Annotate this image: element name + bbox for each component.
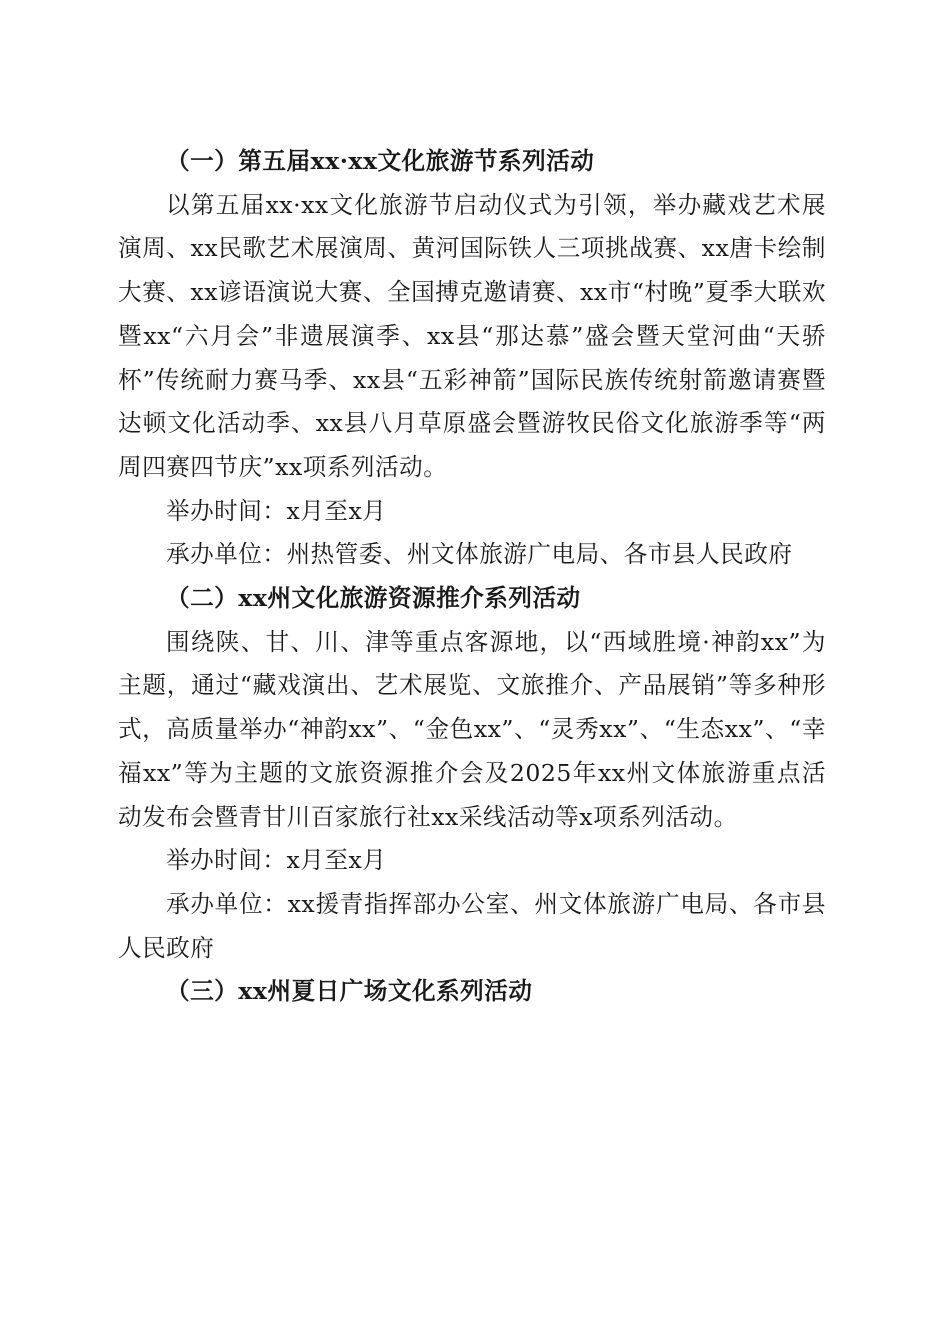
section-body-1: 以第五届xx·xx文化旅游节启动仪式为引领，举办藏戏艺术展演周、xx民歌艺术展演周、黄河国际铁人三项挑战赛、xx唐卡绘制大赛、xx谚语演说大赛、全国搏克邀请赛、xx市“村晚”夏季大联欢暨xx“六月会”非遗展演季、xx县“那达慕”盛会暨天堂河曲“天骄杯”传统耐力赛马季、xx县“五彩神箭”国际民族传统射箭邀请赛暨达顿文化活动季、xx县八月草原盛会暨游牧民俗文化旅游季等“两周四赛四节庆”xx项系列活动。 (118, 190, 827, 481)
section-time-2: 举办时间：x月至x月 (166, 846, 387, 875)
section-heading-2: （二）xx州文化旅游资源推介系列活动 (166, 584, 581, 613)
section-organizer-1: 承办单位：州热管委、州文体旅游广电局、各市县人民政府 (166, 540, 793, 569)
section-heading-3: （三）xx州夏日广场文化系列活动 (166, 977, 533, 1006)
section-organizer-2: 承办单位：xx援青指挥部办公室、州文体旅游广电局、各市县人民政府 (118, 889, 826, 962)
section-time-1: 举办时间：x月至x月 (166, 496, 387, 525)
document-body (118, 140, 826, 1014)
section-body-2: 围绕陕、甘、川、津等重点客源地，以“西域胜境·神韵xx”为主题，通过“藏戏演出、艺术展览、文旅推介、产品展销”等多种形式，高质量举办“神韵xx”、“金色xx”、“灵秀xx”、“生态xx”、“幸福xx”等为主题的文旅资源推介会及2025年xx州文体旅游重点活动发布会暨青甘川百家旅行社xx采线活动等x项系列活动。 (118, 627, 826, 831)
section-heading-1: （一）第五届xx·xx文化旅游节系列活动 (166, 147, 595, 175)
